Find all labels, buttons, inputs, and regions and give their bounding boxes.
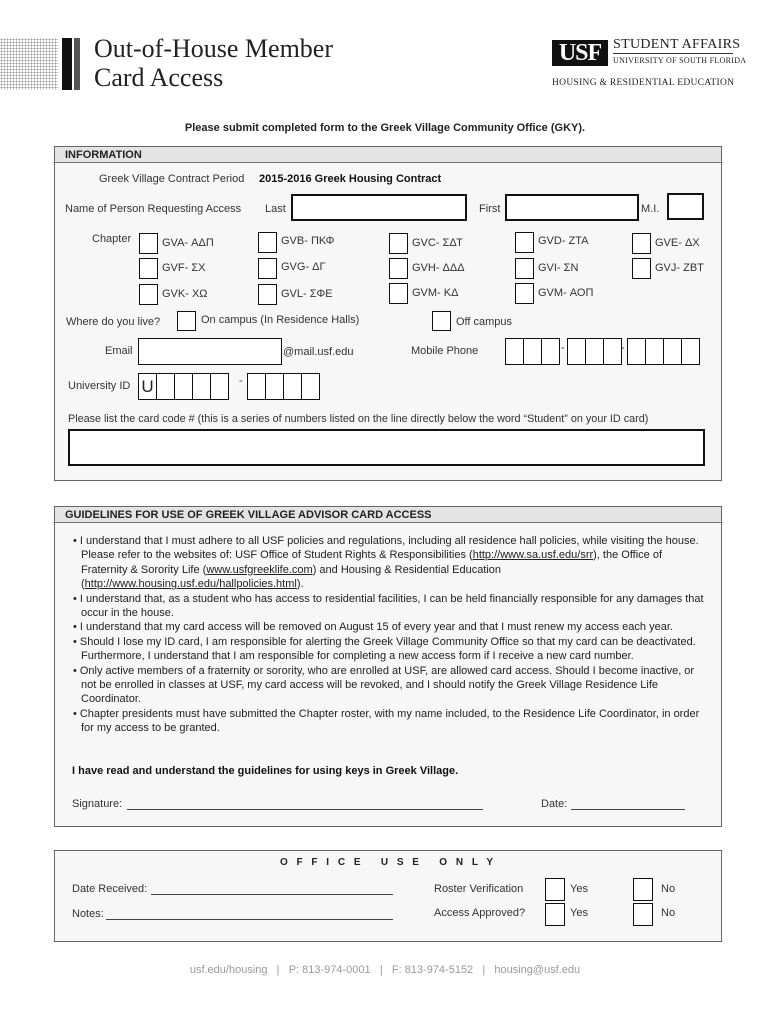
dept-divider — [613, 53, 733, 54]
approved-yes-checkbox[interactable] — [545, 903, 565, 926]
chapter-checkbox-gvj[interactable] — [632, 258, 651, 279]
chapter-option-gvb: GVB- ΠΚΦ — [281, 235, 335, 247]
guideline-item — [69, 534, 709, 592]
first-name-input[interactable] — [505, 194, 639, 221]
chapter-option-gvf: GVF- ΣΧ — [162, 262, 206, 274]
acknowledgement-text: I have read and understand the guidelines for using keys in Greek Village. — [72, 765, 459, 777]
chapter-option-gvh: GVH- ΔΔΔ — [412, 262, 465, 274]
chapter-checkbox-gvf[interactable] — [139, 258, 158, 279]
housing-policies-link[interactable]: http://www.housing.usf.edu/hallpolicies.html — [84, 578, 297, 591]
roster-verification-label: Roster Verification — [434, 883, 524, 895]
email-domain: @mail.usf.edu — [283, 346, 354, 358]
card-code-label: Please list the card code # (this is a series of numbers listed on the line directly below the word “Student” on your ID card) — [68, 413, 649, 425]
chapter-checkbox-gvb[interactable] — [258, 232, 277, 253]
footer-contact: usf.edu/housing | P: 813-974-0001 | F: 813-974-5152 | housing@usf.edu — [189, 964, 581, 976]
name-label: Name of Person Requesting Access — [65, 203, 242, 215]
university-id-part1-input[interactable] — [138, 373, 228, 400]
notes-label: Notes: — [72, 908, 104, 920]
card-code-input[interactable] — [68, 429, 705, 466]
chapter-option-gvl: GVL- ΣΦΕ — [281, 288, 333, 300]
chapter-option-gvi: GVI- ΣΝ — [538, 262, 579, 274]
srr-link[interactable]: http://www.sa.usf.edu/srr — [472, 549, 594, 562]
submission-instruction: Please submit completed form to the Greek Village Community Office (GKY). — [184, 122, 586, 134]
access-approved-label: Access Approved? — [434, 907, 526, 919]
university-id-dash: - — [239, 375, 243, 387]
date-received-line[interactable] — [151, 894, 393, 895]
chapter-checkbox-gve[interactable] — [632, 233, 651, 254]
chapter-checkbox-gvd[interactable] — [515, 232, 534, 253]
date-label: Date: — [541, 798, 568, 810]
chapter-checkbox-gvm-kd[interactable] — [389, 283, 408, 304]
dept-name: STUDENT AFFAIRS — [613, 37, 741, 52]
approved-no-label: No — [661, 907, 676, 919]
dot-pattern-decoration — [0, 38, 58, 90]
guidelines-list — [69, 534, 709, 736]
guidelines-heading: GUIDELINES FOR USE OF GREEK VILLAGE ADVISOR CARD ACCESS — [55, 507, 721, 523]
header-bar-decoration-thin — [74, 38, 80, 90]
phone-area-code-input[interactable] — [505, 338, 559, 365]
chapter-checkbox-gvc[interactable] — [389, 233, 408, 254]
chapter-checkbox-gvg[interactable] — [258, 258, 277, 279]
form-title-line2: Card Access — [94, 63, 224, 92]
guideline-item: • Should I lose my ID card, I am responsible for alerting the Greek Village Community Office so that my card can be deactivated. Furthermore, I understand that I am responsible for completing a new access form if I receive a new card number. — [69, 635, 709, 664]
contract-period-label: Greek Village Contract Period — [99, 173, 245, 185]
roster-yes-checkbox[interactable] — [545, 878, 565, 901]
guideline-text: ), the Office of Fraternity & Sorority Life ( — [81, 549, 663, 576]
chapter-option-gvd: GVD- ΖΤΑ — [538, 235, 589, 247]
phone-dash-1: - — [561, 342, 565, 354]
usf-logo: USF — [552, 40, 608, 66]
phone-line-number-input[interactable] — [627, 338, 699, 365]
chapter-label: Chapter — [92, 233, 132, 245]
chapter-checkbox-gvh[interactable] — [389, 258, 408, 279]
on-campus-label: On campus (In Residence Halls) — [201, 314, 360, 326]
chapter-option-gvm-kd: GVM- ΚΔ — [412, 287, 459, 299]
mobile-phone-label: Mobile Phone — [411, 345, 479, 357]
roster-no-label: No — [661, 883, 676, 895]
office-use-section — [54, 850, 722, 942]
phone-prefix-input[interactable] — [567, 338, 621, 365]
guideline-text: I understand that I must adhere to all USF policies and regulations, including all residence hall policies, while visiting the house. Please refer to the websites of: USF Office of Student Rights & Responsibilities ( — [79, 535, 699, 562]
office-name: HOUSING & RESIDENTIAL EDUCATION — [552, 78, 735, 88]
university-id-prefix: U — [138, 373, 157, 400]
roster-yes-label: Yes — [570, 883, 588, 895]
chapter-checkbox-gvk[interactable] — [139, 284, 158, 305]
chapter-option-gve: GVE- ΔΧ — [655, 237, 700, 249]
header-bar-decoration — [62, 38, 72, 90]
phone-dash-2: - — [621, 342, 625, 354]
greeklife-link[interactable]: www.usfgreeklife.com — [206, 563, 313, 576]
contract-period-value: 2015-2016 Greek Housing Contract — [259, 173, 442, 185]
date-received-label: Date Received: — [72, 883, 148, 895]
university-id-label: University ID — [68, 380, 131, 392]
email-input[interactable] — [138, 338, 282, 365]
roster-no-checkbox[interactable] — [633, 878, 653, 901]
approved-no-checkbox[interactable] — [633, 903, 653, 926]
email-label: Email — [105, 345, 133, 357]
guidelines-section — [54, 506, 722, 827]
notes-line[interactable] — [106, 919, 393, 920]
office-use-heading: O F F I C E U S E O N L Y — [279, 857, 497, 868]
guideline-item: • I understand that, as a student who has access to residential facilities, I can be held financially responsible for any damages that occur in the house. — [69, 592, 709, 621]
middle-initial-label: M.I. — [641, 203, 660, 215]
signature-label: Signature: — [72, 798, 123, 810]
university-id-part2-input[interactable] — [247, 373, 319, 400]
guideline-text: ) and Housing & Residential Education ( — [81, 563, 502, 591]
middle-initial-input[interactable] — [667, 193, 704, 220]
chapter-checkbox-gvl[interactable] — [258, 284, 277, 305]
on-campus-checkbox[interactable] — [177, 311, 196, 331]
information-section — [54, 146, 722, 481]
chapter-option-gvk: GVK- ΧΩ — [162, 288, 208, 300]
last-name-input[interactable] — [291, 194, 467, 221]
off-campus-checkbox[interactable] — [432, 311, 451, 331]
chapter-checkbox-gvm-aop[interactable] — [515, 283, 534, 304]
chapter-option-gvj: GVJ- ΖΒΤ — [655, 262, 704, 274]
chapter-option-gva: GVA- ΑΔΠ — [162, 237, 214, 249]
chapter-checkbox-gvi[interactable] — [515, 258, 534, 279]
signature-line[interactable] — [127, 809, 483, 810]
approved-yes-label: Yes — [570, 907, 588, 919]
first-name-label: First — [479, 203, 501, 215]
form-title — [94, 34, 333, 92]
university-name: UNIVERSITY OF SOUTH FLORIDA — [613, 56, 747, 65]
off-campus-label: Off campus — [456, 316, 513, 328]
guideline-item: • Chapter presidents must have submitted the Chapter roster, with my name included, to the Residence Life Coordinator, in order for my access to be granted. — [69, 707, 709, 736]
chapter-option-gvc: GVC- ΣΔΤ — [412, 237, 463, 249]
guideline-item: • Only active members of a fraternity or sorority, who are enrolled at USF, are allowed card access. Should I become inactive, or not be enrolled in classes at USF, my card access will be revoked, and I should notify the Greek Village Residence Life Coordinator. — [69, 664, 709, 707]
date-line[interactable] — [571, 809, 685, 810]
chapter-checkbox-gva[interactable] — [139, 233, 158, 254]
guideline-text: ). — [296, 578, 304, 591]
guideline-item: • I understand that my card access will be removed on August 15 of every year and that I must renew my access each year. — [69, 620, 709, 634]
chapter-option-gvg: GVG- ΔΓ — [281, 261, 326, 273]
form-title-line1: Out-of-House Member — [94, 34, 333, 63]
chapter-option-gvm-aop: GVM- ΑΟΠ — [538, 287, 594, 299]
residence-question-label: Where do you live? — [66, 316, 161, 328]
information-heading: INFORMATION — [55, 147, 721, 163]
last-name-label: Last — [265, 203, 286, 215]
